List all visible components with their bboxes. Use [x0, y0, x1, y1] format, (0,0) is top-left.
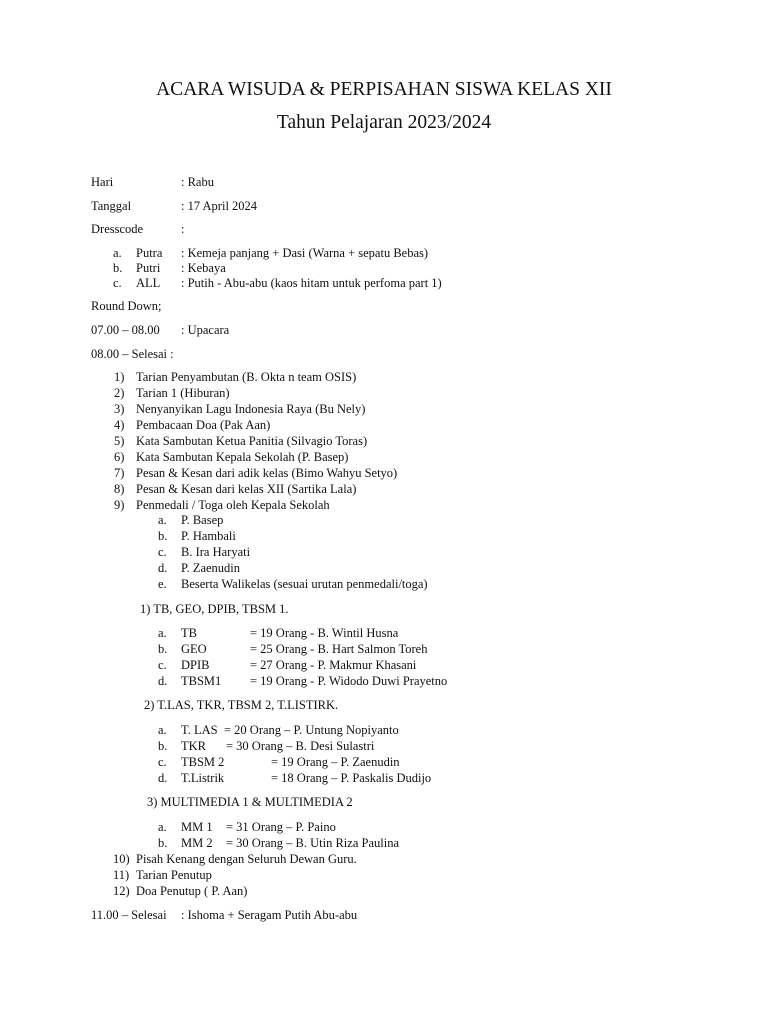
list-number: 11) [113, 868, 130, 882]
list-marker: b. [158, 642, 168, 656]
list-marker: b. [158, 529, 168, 543]
class-name: TKR [181, 739, 206, 753]
class-detail: = 25 Orang - B. Hart Salmon Toreh [250, 642, 428, 656]
dresscode-desc: : Kebaya [181, 261, 226, 275]
rundown-label: Round Down; [91, 299, 162, 313]
dresscode-desc: : Putih - Abu-abu (kaos hitam untuk perfoma part 1) [181, 276, 442, 290]
list-item: Pisah Kenang dengan Seluruh Dewan Guru. [136, 852, 357, 866]
list-item: P. Hambali [181, 529, 236, 543]
list-marker: b. [158, 739, 168, 753]
class-name: T.Listrik [181, 771, 225, 785]
hari-value: : Rabu [181, 175, 214, 189]
class-detail: = 20 Orang – P. Untung Nopiyanto [224, 723, 399, 737]
class-detail: = 30 Orang – B. Desi Sulastri [226, 739, 375, 753]
class-detail: = 31 Orang – P. Paino [226, 820, 336, 834]
list-item: Tarian 1 (Hiburan) [136, 386, 230, 400]
list-item: Penmedali / Toga oleh Kepala Sekolah [136, 498, 330, 512]
page-title: ACARA WISUDA & PERPISAHAN SISWA KELAS XII [156, 79, 612, 100]
list-number: 6) [114, 450, 125, 464]
class-detail: = 18 Orang – P. Paskalis Dudijo [271, 771, 432, 785]
page-subtitle: Tahun Pelajaran 2023/2024 [276, 112, 492, 133]
list-marker: e. [158, 577, 167, 591]
list-number: 4) [114, 418, 125, 432]
list-item: B. Ira Haryati [181, 545, 251, 559]
class-name: TBSM 2 [181, 755, 225, 769]
class-detail: = 19 Orang - P. Widodo Duwi Prayetno [250, 674, 448, 688]
list-item: Doa Penutup ( P. Aan) [136, 884, 248, 898]
list-number: 8) [114, 482, 125, 496]
class-name: MM 1 [181, 820, 213, 834]
list-number: 2) [114, 386, 125, 400]
group-heading: 1) TB, GEO, DPIB, TBSM 1. [140, 602, 289, 616]
list-item: Pembacaan Doa (Pak Aan) [136, 418, 271, 432]
list-item: P. Zaenudin [181, 561, 241, 575]
tanggal-label: Tanggal [91, 199, 132, 213]
slot2-time: 08.00 – Selesai : [91, 347, 174, 361]
class-detail: = 27 Orang - P. Makmur Khasani [250, 658, 417, 672]
list-marker: b. [158, 836, 168, 850]
list-number: 1) [114, 370, 125, 384]
slot3-time: 11.00 – Selesai [91, 908, 167, 922]
group-heading: 2) T.LAS, TKR, TBSM 2, T.LISTIRK. [144, 698, 339, 712]
class-detail: = 19 Orang – P. Zaenudin [271, 755, 400, 769]
list-marker: a. [158, 513, 167, 527]
tanggal-value: : 17 April 2024 [181, 199, 258, 213]
list-marker: a. [158, 626, 167, 640]
list-marker: a. [158, 723, 167, 737]
class-name: TBSM1 [181, 674, 222, 688]
hari-label: Hari [91, 175, 114, 189]
list-item: Nenyanyikan Lagu Indonesia Raya (Bu Nely) [136, 402, 366, 416]
dresscode-desc: : Kemeja panjang + Dasi (Warna + sepatu Bebas) [181, 246, 429, 260]
list-item: Kata Sambutan Ketua Panitia (Silvagio Toras) [136, 434, 368, 448]
list-number: 10) [113, 852, 130, 866]
slot3-desc: : Ishoma + Seragam Putih Abu-abu [181, 908, 358, 922]
list-item: Tarian Penutup [136, 868, 212, 882]
class-detail: = 19 Orang - B. Wintil Husna [250, 626, 399, 640]
list-item: Pesan & Kesan dari kelas XII (Sartika Lala) [136, 482, 357, 496]
list-item: Beserta Walikelas (sesuai urutan penmedali/toga) [181, 577, 428, 591]
list-marker: c. [113, 276, 122, 290]
list-number: 12) [113, 884, 130, 898]
list-number: 3) [114, 402, 125, 416]
list-item: Pesan & Kesan dari adik kelas (Bimo Wahyu Setyo) [136, 466, 398, 480]
list-marker: d. [158, 771, 168, 785]
group-heading: 3) MULTIMEDIA 1 & MULTIMEDIA 2 [147, 795, 353, 809]
dresscode-label: Dresscode [91, 222, 144, 236]
list-item: Tarian Penyambutan (B. Okta n team OSIS) [136, 370, 357, 384]
slot1-desc: : Upacara [181, 323, 230, 337]
dresscode-value: : [181, 222, 185, 236]
list-marker: a. [158, 820, 167, 834]
list-marker: c. [158, 545, 167, 559]
slot1-time: 07.00 – 08.00 [91, 323, 160, 337]
dresscode-name: ALL [136, 276, 161, 290]
class-name: TB [181, 626, 197, 640]
list-marker: c. [158, 755, 167, 769]
list-marker: d. [158, 561, 168, 575]
class-name: DPIB [181, 658, 210, 672]
class-name: MM 2 [181, 836, 213, 850]
dresscode-name: Putri [136, 261, 161, 275]
list-marker: b. [113, 261, 123, 275]
class-name: T. LAS [181, 723, 218, 737]
list-marker: a. [113, 246, 122, 260]
list-number: 7) [114, 466, 125, 480]
class-detail: = 30 Orang – B. Utin Riza Paulina [226, 836, 399, 850]
class-name: GEO [181, 642, 207, 656]
list-number: 9) [114, 498, 125, 512]
list-marker: d. [158, 674, 168, 688]
list-number: 5) [114, 434, 125, 448]
dresscode-name: Putra [136, 246, 163, 260]
list-item: P. Basep [181, 513, 224, 527]
list-item: Kata Sambutan Kepala Sekolah (P. Basep) [136, 450, 349, 464]
list-marker: c. [158, 658, 167, 672]
